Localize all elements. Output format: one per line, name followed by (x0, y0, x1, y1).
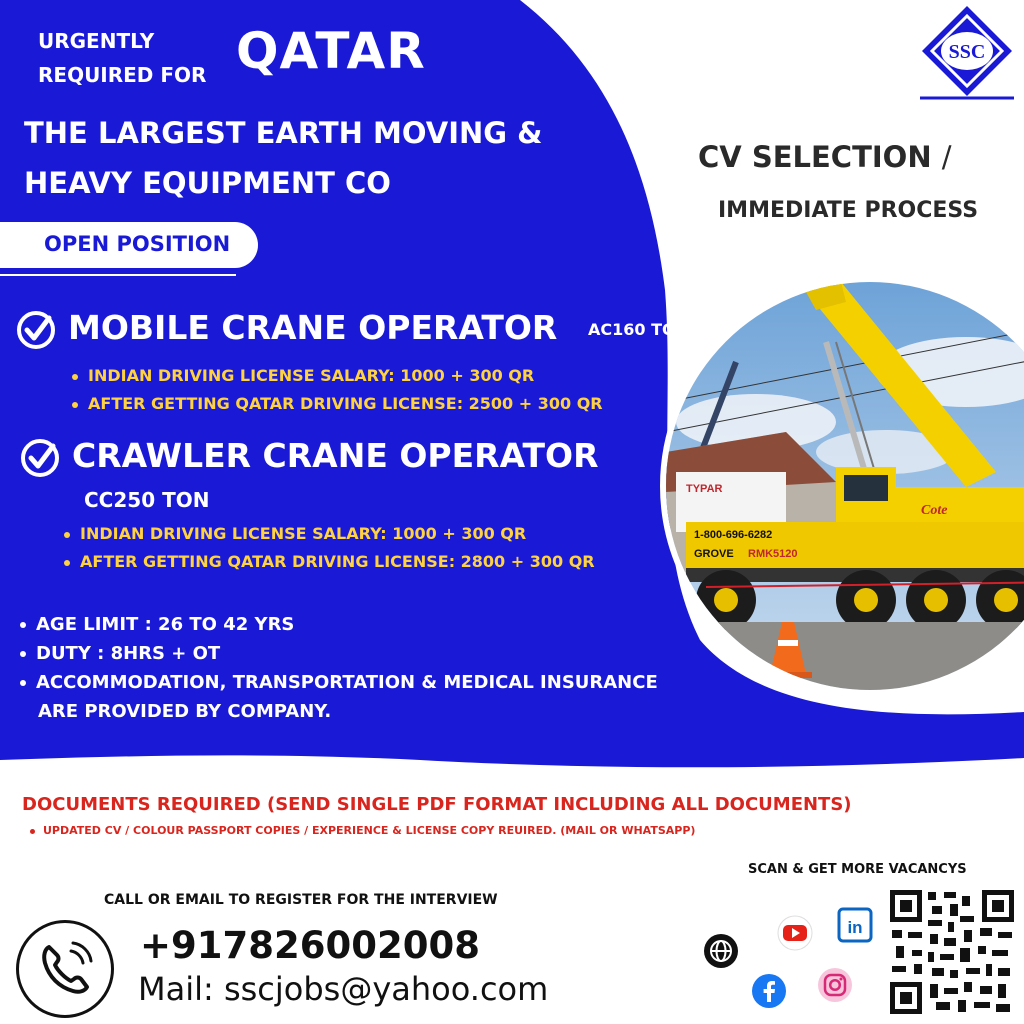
cv-selection-label: CV SELECTION / (698, 140, 952, 174)
bullet-icon (64, 532, 70, 538)
position-capacity: CC250 TON (84, 488, 210, 512)
detail-line: ARE PROVIDED BY COMPANY. (38, 701, 332, 722)
email-address[interactable]: Mail: sscjobs@yahoo.com (138, 970, 549, 1008)
country-title: QATAR (236, 22, 426, 80)
documents-title: DOCUMENTS REQUIRED (SEND SINGLE PDF FORMAT INCLUDING ALL DOCUMENTS) (22, 794, 852, 815)
svg-text:SSC: SSC (948, 41, 986, 63)
svg-text:RMK5120: RMK5120 (748, 548, 798, 560)
bullet-icon (20, 680, 26, 686)
youtube-icon[interactable] (776, 914, 814, 952)
detail-line: DUTY : 8HRS + OT (20, 639, 220, 668)
check-circle-icon (16, 310, 56, 350)
facebook-icon[interactable] (750, 972, 788, 1010)
qr-code[interactable] (888, 888, 1016, 1016)
position-capacity: AC160 TON (588, 320, 689, 339)
bullet-icon (30, 829, 35, 834)
bullet-icon (64, 560, 70, 566)
linkedin-icon[interactable] (836, 906, 874, 944)
bullet-icon (72, 374, 78, 380)
call-label: CALL OR EMAIL TO REGISTER FOR THE INTERVIEW (104, 892, 498, 908)
salary-line: INDIAN DRIVING LICENSE SALARY: 1000 + 300 QR (72, 366, 534, 385)
detail-line: ACCOMMODATION, TRANSPORTATION & MEDICAL INSURANCE (20, 668, 658, 697)
position-title-crawler-crane: CRAWLER CRANE OPERATOR (72, 436, 599, 475)
immediate-process-label: IMMEDIATE PROCESS (718, 198, 979, 223)
check-circle-icon (20, 438, 60, 478)
globe-icon[interactable] (702, 932, 740, 970)
open-position-label: OPEN POSITION (44, 232, 231, 256)
svg-text:GROVE: GROVE (694, 548, 734, 560)
salary-line: AFTER GETTING QATAR DRIVING LICENSE: 2500 + 300 QR (72, 394, 603, 413)
detail-line: AGE LIMIT : 26 TO 42 YRS (20, 610, 294, 639)
bullet-icon (20, 622, 26, 628)
svg-text:1-800-696-6282: 1-800-696-6282 (694, 529, 773, 541)
crane-illustration (666, 282, 1024, 690)
instagram-icon[interactable] (816, 966, 854, 1004)
bullet-icon (72, 402, 78, 408)
documents-line: UPDATED CV / COLOUR PASSPORT COPIES / EXPERIENCE & LICENSE COPY REUIRED. (MAIL OR WHATSAPP) (30, 824, 695, 837)
phone-number[interactable]: +917826002008 (140, 924, 480, 967)
svg-text:in: in (847, 918, 863, 937)
svg-text:TYPAR: TYPAR (686, 483, 723, 495)
bullet-icon (20, 651, 26, 657)
phone-icon (16, 920, 114, 1018)
ssc-logo (916, 4, 1018, 102)
salary-line: INDIAN DRIVING LICENSE SALARY: 1000 + 300 QR (64, 524, 526, 543)
urgent-label: URGENTLY REQUIRED FOR (38, 29, 207, 87)
company-description: THE LARGEST EARTH MOVING & HEAVY EQUIPMENT CO (24, 116, 543, 200)
scan-label: SCAN & GET MORE VACANCYS (748, 862, 967, 877)
salary-line: AFTER GETTING QATAR DRIVING LICENSE: 2800 + 300 QR (64, 552, 595, 571)
position-title-mobile-crane: MOBILE CRANE OPERATOR (68, 308, 558, 347)
divider (0, 274, 236, 276)
svg-text:Cote: Cote (921, 503, 948, 518)
